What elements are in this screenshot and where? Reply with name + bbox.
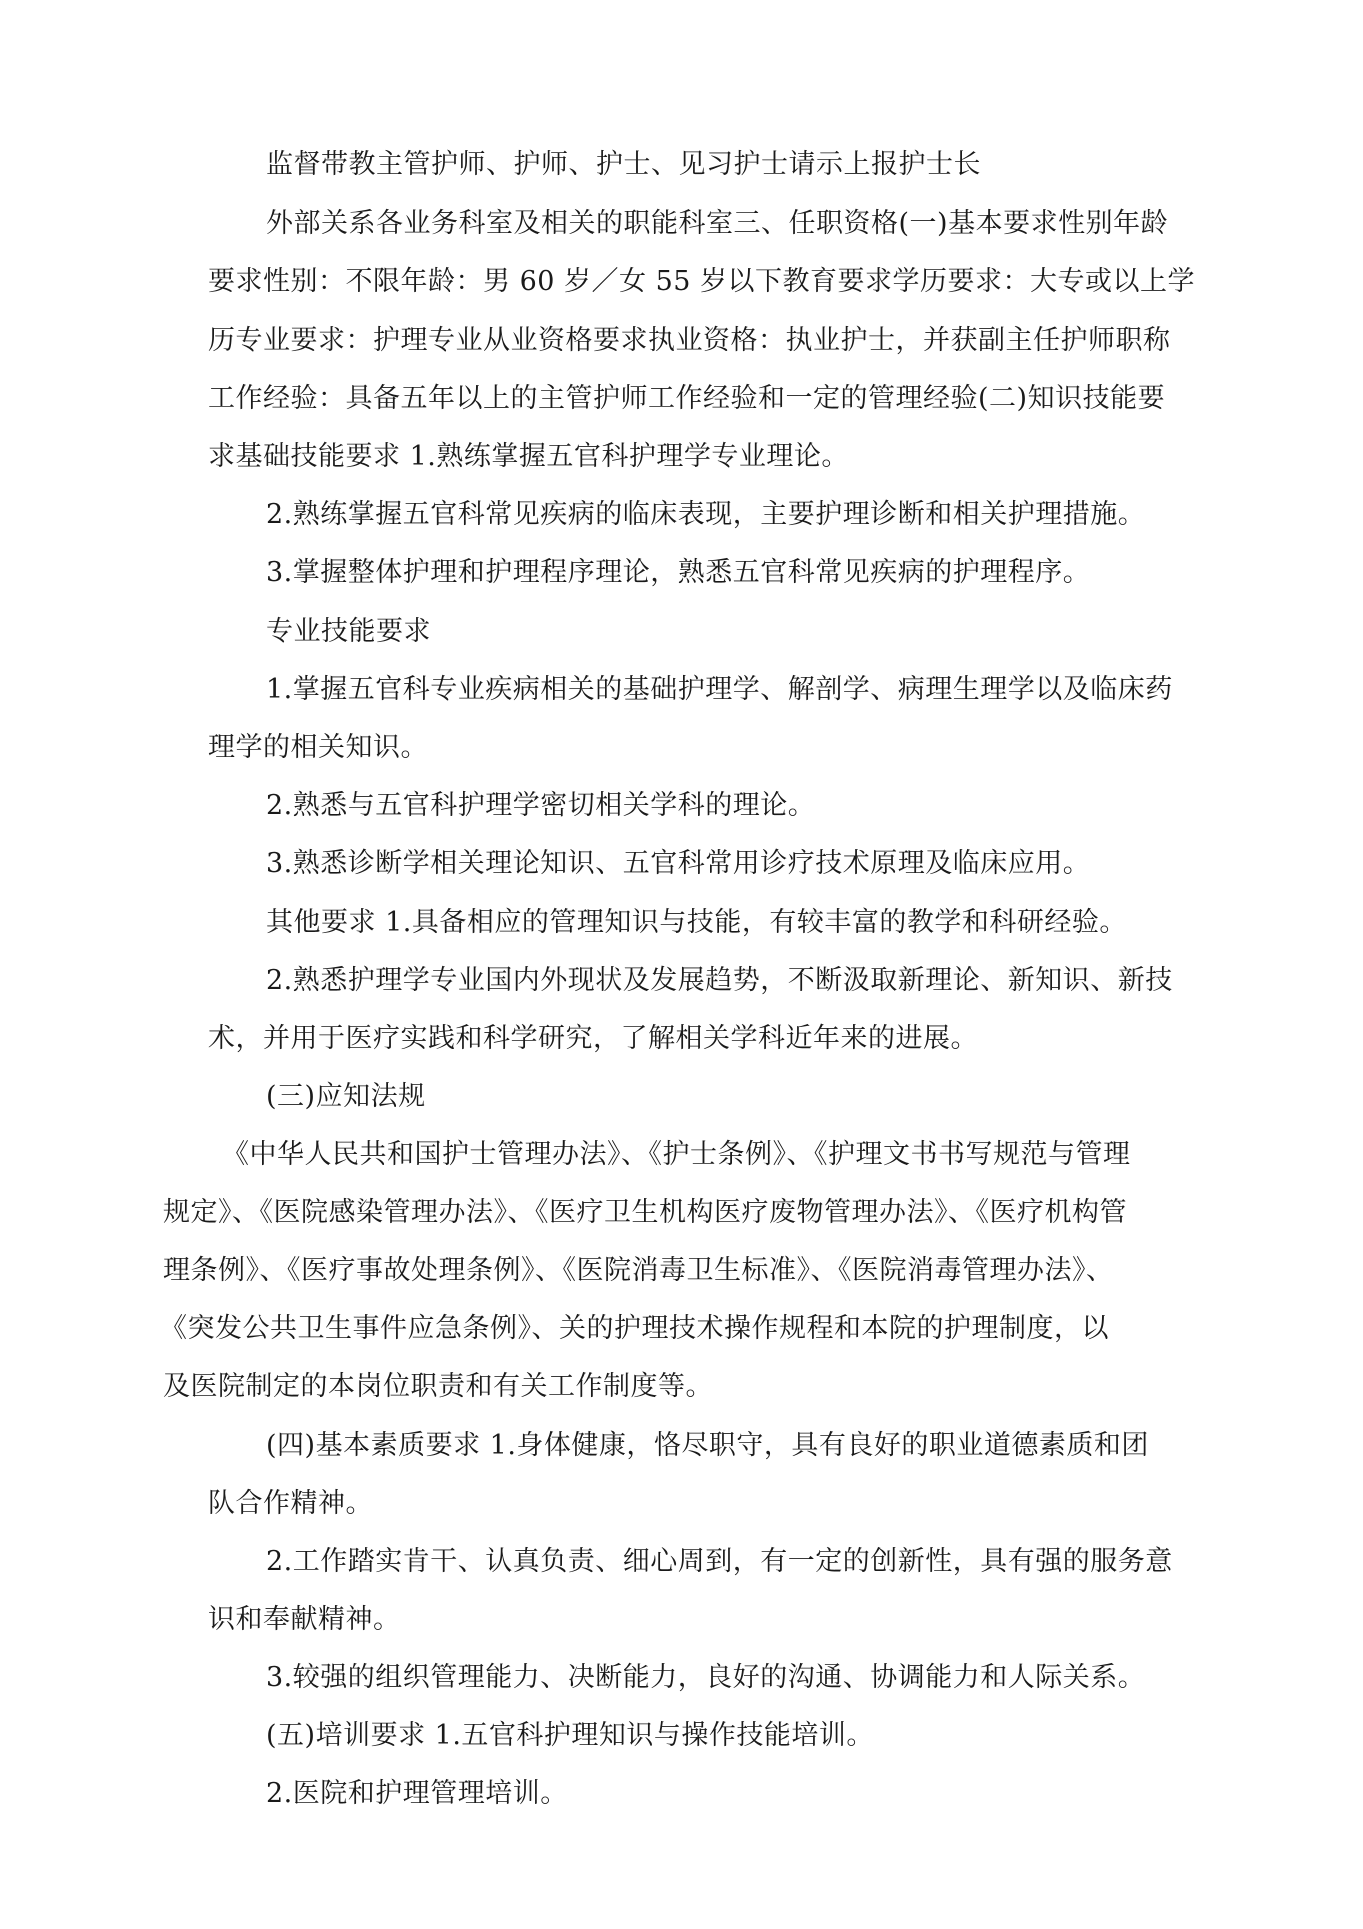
text-line: 2.熟练掌握五官科常见疾病的临床表现，主要护理诊断和相关护理措施。 xyxy=(266,499,1146,530)
text-line: 识和奉献精神。 xyxy=(208,1604,401,1635)
text-line: 求基础技能要求 1.熟练掌握五官科护理学专业理论。 xyxy=(208,441,849,472)
text-line: 《中华人民共和国护士管理办法》、《护士条例》、《护理文书书写规范与管理 xyxy=(222,1139,1131,1170)
section-heading: (三)应知法规 xyxy=(266,1081,426,1112)
text-line: 3.熟悉诊断学相关理论知识、五官科常用诊疗技术原理及临床应用。 xyxy=(266,848,1091,879)
text-line: 术，并用于医疗实践和科学研究，了解相关学科近年来的进展。 xyxy=(208,1023,978,1054)
text-line: 3.掌握整体护理和护理程序理论，熟悉五官科常见疾病的护理程序。 xyxy=(266,557,1091,588)
text-line: (五)培训要求 1.五官科护理知识与操作技能培训。 xyxy=(266,1720,874,1751)
text-line: 外部关系各业务科室及相关的职能科室三、任职资格(一)基本要求性别年龄 xyxy=(266,208,1169,239)
text-line: 2.熟悉护理学专业国内外现状及发展趋势，不断汲取新理论、新知识、新技 xyxy=(266,965,1173,996)
text-line: 1.掌握五官科专业疾病相关的基础护理学、解剖学、病理生理学以及临床药 xyxy=(266,674,1173,705)
text-line: 《突发公共卫生事件应急条例》、关的护理技术操作规程和本院的护理制度，以 xyxy=(160,1313,1109,1344)
text-line: 及医院制定的本岗位职责和有关工作制度等。 xyxy=(163,1371,713,1402)
section-heading: 专业技能要求 xyxy=(266,616,431,647)
text-line: 2.熟悉与五官科护理学密切相关学科的理论。 xyxy=(266,790,816,821)
text-line: 3.较强的组织管理能力、决断能力，良好的沟通、协调能力和人际关系。 xyxy=(266,1662,1146,1693)
text-line: 历专业要求：护理专业从业资格要求执业资格：执业护士，并获副主任护师职称 xyxy=(208,325,1171,356)
text-line: (四)基本素质要求 1.身体健康，恪尽职守，具有良好的职业道德素质和团 xyxy=(266,1430,1149,1461)
text-line: 2.医院和护理管理培训。 xyxy=(266,1778,568,1809)
text-line: 2.工作踏实肯干、认真负责、细心周到，有一定的创新性，具有强的服务意 xyxy=(266,1546,1173,1577)
text-line: 要求性别：不限年龄：男 60 岁／女 55 岁以下教育要求学历要求：大专或以上学 xyxy=(208,266,1196,297)
text-line: 队合作精神。 xyxy=(208,1488,373,1519)
text-line: 规定》、《医院感染管理办法》、《医疗卫生机构医疗废物管理办法》、《医疗机构管 xyxy=(163,1197,1127,1228)
text-line: 理学的相关知识。 xyxy=(208,732,428,763)
text-line: 监督带教主管护师、护师、护士、见习护士请示上报护士长 xyxy=(266,149,981,180)
text-line: 理条例》、《医疗事故处理条例》、《医院消毒卫生标准》、《医院消毒管理办法》、 xyxy=(163,1255,1114,1286)
text-line: 其他要求 1.具备相应的管理知识与技能，有较丰富的教学和科研经验。 xyxy=(266,907,1127,938)
text-line: 工作经验：具备五年以上的主管护师工作经验和一定的管理经验(二)知识技能要 xyxy=(208,383,1166,414)
